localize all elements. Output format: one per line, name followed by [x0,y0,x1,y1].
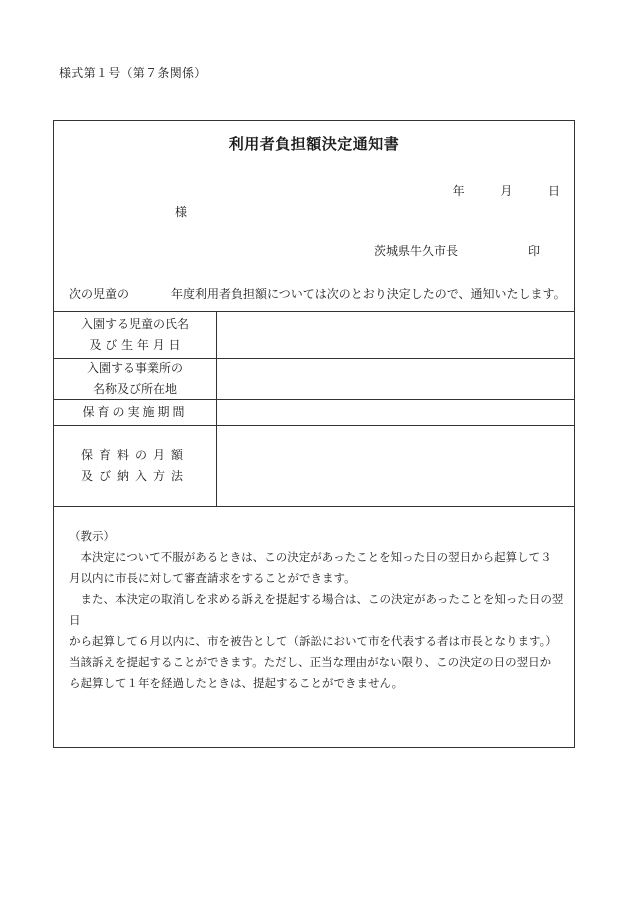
label-line: 入園する児童の氏名 [80,317,189,331]
facility-label [54,359,217,399]
table-row [54,400,574,426]
label-line: 名称及び所在地 [92,382,177,396]
addressee-suffix: 様 [175,205,188,219]
notice-line: 本決定について不服があるときは、この決定があったことを知った日の翌日から起算して３ [69,550,552,564]
table-row [54,312,574,359]
fee-value [217,426,574,506]
facility-value [217,359,574,399]
table-row [54,359,574,400]
date-day: 日 [547,184,560,198]
intro-after: 年度利用者負担額については次のとおり決定したので、通知いたします。 [171,287,566,301]
label-line: 及 び 生 年 月 日 [89,338,181,352]
notice-line: 当該訴えを提起することができます。ただし、正当な理由がない限り、この決定の日の翌日か [69,655,552,669]
fee-label [54,426,217,506]
details-table [54,311,574,507]
intro-sentence [69,285,566,302]
intro-before: 次の児童の [69,287,130,301]
form-number: 様式第１号（第７条関係） [59,66,207,80]
child-name-value [217,312,574,358]
table-row [54,426,574,507]
period-label [54,400,217,425]
notice-line: ら起算して１年を経過したときは、提起することができません。 [69,676,404,690]
child-name-label [54,312,217,358]
label-line: 及び納入方法 [80,469,189,483]
label-line: 保育の実施期間 [82,405,188,419]
date-month: 月 [500,184,513,198]
date-year: 年 [452,184,465,198]
label-line: 保育料の月額 [80,448,189,462]
appeal-notice [69,526,564,694]
notice-line: 月以内に市長に対して審査請求をすることができます。 [69,571,356,585]
label-line: 入園する事業所の [86,361,183,375]
seal-mark: 印 [528,244,541,258]
notice-line: また、本決定の取消しを求める訴えを提起する場合は、この決定があったことを知った日の翌日 [69,592,564,627]
document-title: 利用者負担額決定通知書 [228,135,400,153]
date-line [453,182,560,199]
notice-line: から起算して６月以内に、市を被告として（訴訟において市を代表する者は市長となります。） [69,634,557,648]
notice-form [53,120,575,748]
issuer: 茨城県牛久市長 [374,244,459,258]
notice-heading: （教示） [69,529,115,543]
period-value [217,400,574,425]
